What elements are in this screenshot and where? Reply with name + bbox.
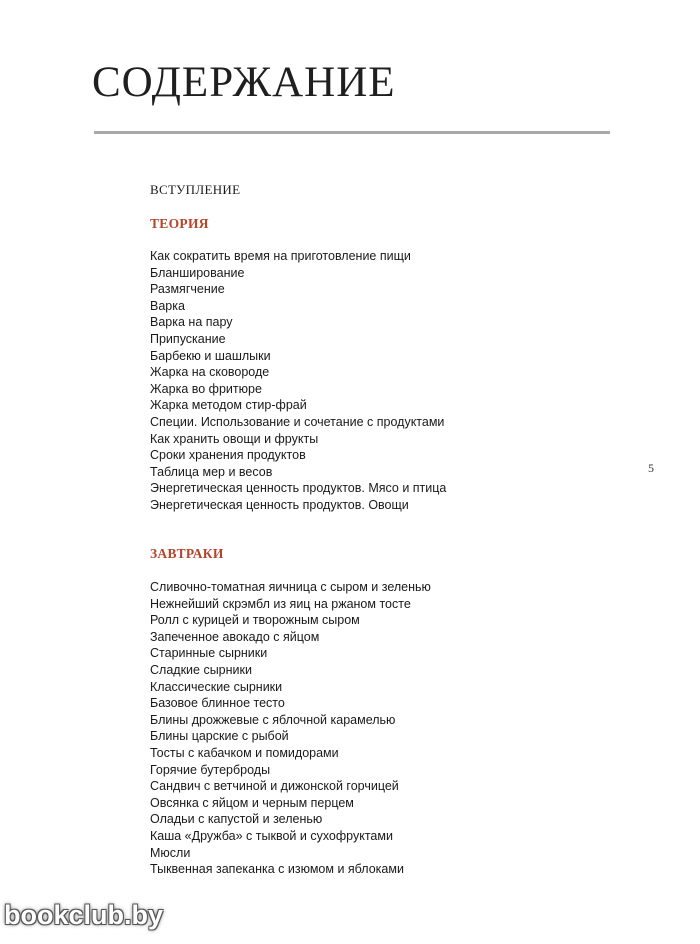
toc-entry[interactable] [0, 712, 520, 729]
watermark: bookclub.by [4, 900, 164, 930]
toc-entry-label: Жарка во фритюре [150, 381, 262, 396]
toc-entry[interactable] [0, 431, 520, 448]
toc-entry[interactable] [0, 464, 520, 481]
toc-entry[interactable] [0, 364, 520, 381]
page-title: СОДЕРЖАНИЕ [92, 59, 396, 106]
toc-entry-label: Энергетическая ценность продуктов. Мясо и птица [150, 481, 447, 496]
section-heading-theory: ТЕОРИЯ [150, 216, 209, 231]
toc-entry-label: Оладьи с капустой и зеленью [150, 812, 323, 827]
toc-entry-label: Жарка на сковороде [150, 365, 270, 380]
toc-entry-label: Припускание [150, 332, 226, 346]
toc-entry-label: Блины дрожжевые с яблочной карамелью [150, 712, 396, 727]
section-heading-breakfasts: ЗАВТРАКИ [150, 546, 224, 561]
toc-entry-label: Барбекю и шашлыки [150, 348, 271, 363]
toc-entry-label: Блины царские с рыбой [150, 729, 289, 744]
toc-entry[interactable] [0, 331, 520, 348]
toc-entry-label: Как хранить овощи и фрукты [150, 431, 319, 446]
toc-entry-label: Сладкие сырники [150, 663, 252, 677]
toc-entry[interactable] [0, 298, 520, 315]
toc-entry[interactable] [0, 596, 520, 613]
toc-entry-label: Бланширование [150, 265, 245, 280]
toc-entry[interactable] [0, 248, 520, 265]
toc-entry-label: Таблица мер и весов [150, 464, 273, 479]
toc-entry[interactable] [0, 414, 520, 431]
toc-entry-label: Размягчение [150, 282, 225, 297]
toc-entry[interactable] [0, 828, 520, 845]
toc-entry-label: Горячие бутерброды [150, 762, 271, 777]
toc-entry-label: Сандвич с ветчиной и дижонской горчицей [150, 779, 399, 794]
toc-entry-label: Варка [150, 298, 185, 313]
toc-entry-label: Нежнейший скрэмбл из яиц на ржаном тосте [150, 596, 411, 611]
toc-entry-label: Жарка методом стир-фрай [150, 398, 307, 413]
toc-entry[interactable] [0, 861, 520, 878]
toc-entry-label: ВСТУПЛЕНИЕ [150, 182, 241, 197]
toc-entry-intro[interactable] [0, 181, 520, 198]
toc-entry[interactable] [0, 645, 520, 662]
toc-entry[interactable] [0, 447, 520, 464]
toc-entry[interactable] [0, 314, 520, 331]
toc-entry-label: Специи. Использование и сочетание с продуктами [150, 415, 445, 429]
toc-entry-label: Ролл с курицей и творожным сыром [150, 613, 360, 628]
toc-entry-label: Энергетическая ценность продуктов. Овощи [150, 498, 409, 512]
toc-entry[interactable] [0, 265, 520, 282]
title-divider [94, 131, 610, 134]
toc-entry-label: Тосты с кабачком и помидорами [150, 746, 339, 760]
toc-entry[interactable] [0, 728, 520, 745]
toc-entry[interactable] [0, 381, 520, 398]
toc-entry[interactable] [0, 281, 520, 298]
toc-entry-label: Классические сырники [150, 679, 283, 694]
toc-entry[interactable] [0, 745, 520, 762]
toc-entry[interactable] [0, 612, 520, 629]
toc-entry-label: Овсянка с яйцом и черным перцем [150, 795, 354, 810]
toc-entry-label: Варка на пару [150, 315, 233, 330]
toc-entry[interactable] [0, 629, 520, 646]
toc-entry[interactable] [0, 480, 520, 497]
page-number: 5 [648, 461, 654, 475]
toc-entry-label: Тыквенная запеканка с изюмом и яблоками [150, 862, 404, 877]
toc-entry-label: Сроки хранения продуктов [150, 448, 306, 463]
toc-entry[interactable] [0, 795, 520, 812]
toc-entry[interactable] [0, 778, 520, 795]
toc-entry-label: Мюсли [150, 845, 191, 860]
toc-entry[interactable] [0, 845, 520, 862]
toc-entry-label: Базовое блинное тесто [150, 696, 285, 711]
toc-entry[interactable] [0, 348, 520, 365]
toc-entry[interactable] [0, 662, 520, 679]
toc-entry[interactable] [0, 397, 520, 414]
toc-entry-label: Каша «Дружба» с тыквой и сухофруктами [150, 829, 393, 843]
toc-entry-label: Запеченное авокадо с яйцом [150, 629, 320, 644]
toc-entry[interactable] [0, 811, 520, 828]
toc-entry[interactable] [0, 679, 520, 696]
toc-entry-label: Как сократить время на приготовление пищи [150, 249, 411, 263]
toc-entry[interactable] [0, 695, 520, 712]
toc-entry-label: Сливочно-томатная яичница с сыром и зеленью [150, 580, 431, 594]
toc-entry-label: Старинные сырники [150, 646, 268, 661]
toc-entry[interactable] [0, 762, 520, 779]
toc-entry[interactable] [0, 497, 520, 514]
toc-entry[interactable] [0, 579, 520, 596]
